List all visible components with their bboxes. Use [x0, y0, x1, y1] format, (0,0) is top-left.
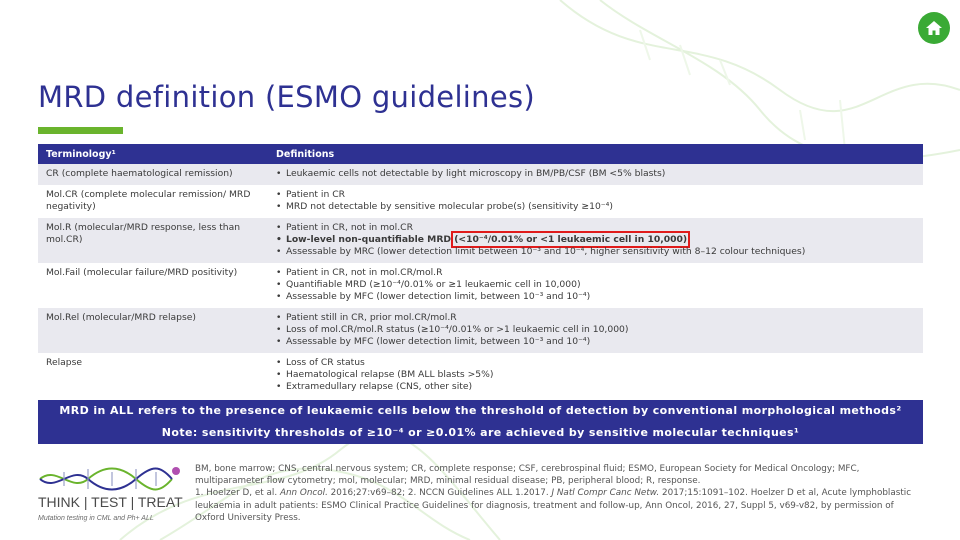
term-cell: CR (complete haematological remission)	[38, 164, 268, 185]
definition-cell	[268, 218, 923, 263]
journal-name: J Natl Compr Canc Netw.	[551, 488, 660, 499]
definition-cell	[268, 164, 923, 185]
definition-item: • Leukaemic cells not detectable by light microscopy in BM/PB/CSF (BM <5% blasts)	[276, 168, 915, 180]
definition-cell	[268, 185, 923, 218]
home-button[interactable]	[918, 12, 950, 44]
table-row	[38, 185, 923, 218]
header-terminology: Terminology¹	[38, 144, 268, 164]
slide-title: MRD definition (ESMO guidelines)	[38, 80, 536, 114]
ref-text: 1. Hoelzer D, et al.	[195, 488, 280, 499]
table-row	[38, 218, 923, 263]
key-message-banner	[38, 400, 923, 444]
footnote	[195, 463, 925, 524]
term-cell: Mol.Rel (molecular/MRD relapse)	[38, 308, 268, 353]
definition-item: • Patient still in CR, prior mol.CR/mol.R	[276, 312, 915, 324]
think-test-treat-logo	[36, 463, 196, 525]
term-cell: Mol.Fail (molecular failure/MRD positivity)	[38, 263, 268, 308]
journal-name: Ann Oncol.	[279, 488, 328, 499]
logo-wordmark: THINK | TEST | TREAT	[38, 494, 183, 510]
definition-cell	[268, 353, 923, 398]
definition-cell	[268, 263, 923, 308]
table-header-row	[38, 144, 923, 164]
definition-item: • MRD not detectable by sensitive molecular probe(s) (sensitivity ≥10⁻⁴)	[276, 201, 915, 213]
highlight-prefix: Low-level non-quantifiable MRD	[286, 234, 455, 245]
references	[195, 487, 925, 524]
highlight-box: (<10⁻⁴/0.01% or <1 leukaemic cell in 10,000)	[454, 234, 688, 245]
definition-item: • Assessable by MRC (lower detection limit between 10⁻³ and 10⁻⁴, higher sensitivity with 8–12 colour techniques)	[276, 246, 915, 258]
term-cell: Mol.R (molecular/MRD response, less than mol.CR)	[38, 218, 268, 263]
logo-tagline: Mutation testing in CML and Ph+ ALL	[38, 515, 154, 522]
table-row	[38, 164, 923, 185]
abbreviations: BM, bone marrow; CNS, central nervous system; CR, complete response; CSF, cerebrospinal fluid; ESMO, European Society for Medical Oncology; MFC, multiparameter flow cytometry; mol, molecular; MRD, minimal residual disease; PB, peripheral blood; R, response.	[195, 464, 860, 487]
ref-text: 2016;27:v69–82; 2. NCCN Guidelines ALL 1.2017.	[327, 488, 552, 499]
banner-line-1: MRD in ALL refers to the presence of leukaemic cells below the threshold of detection by conventional morphological methods²	[59, 404, 902, 417]
title-underline	[38, 127, 123, 134]
table-row	[38, 308, 923, 353]
definition-item-highlighted	[276, 234, 915, 246]
table-row	[38, 353, 923, 398]
mrd-definitions-table	[38, 144, 923, 398]
definition-item: • Patient in CR	[276, 189, 915, 201]
definition-item: • Loss of CR status	[276, 357, 915, 369]
definition-item: • Assessable by MFC (lower detection limit, between 10⁻³ and 10⁻⁴)	[276, 291, 915, 303]
definition-cell	[268, 308, 923, 353]
definition-item: • Patient in CR, not in mol.CR/mol.R	[276, 267, 915, 279]
header-definitions: Definitions	[268, 144, 923, 164]
term-cell: Mol.CR (complete molecular remission/ MRD negativity)	[38, 185, 268, 218]
definition-item: • Patient in CR, not in mol.CR	[276, 222, 915, 234]
definition-item: • Extramedullary relapse (CNS, other site)	[276, 381, 915, 393]
term-cell: Relapse	[38, 353, 268, 398]
home-icon	[924, 18, 944, 38]
definition-item: • Assessable by MFC (lower detection limit, between 10⁻³ and 10⁻⁴)	[276, 336, 915, 348]
definition-item: • Haematological relapse (BM ALL blasts >5%)	[276, 369, 915, 381]
banner-line-2: Note: sensitivity thresholds of ≥10⁻⁴ or ≥0.01% are achieved by sensitive molecular techniques¹	[161, 426, 800, 439]
table-row	[38, 263, 923, 308]
definition-item: • Loss of mol.CR/mol.R status (≥10⁻⁴/0.01% or >1 leukaemic cell in 10,000)	[276, 324, 915, 336]
ref-text: 2017;15:1091–102. Hoelzer D et al, Acute lymphoblastic leukaemia in adult patients: ESMO Clinical Practice Guidelines for diagnosis, treatment and follow-up, Ann Oncol, 2016, 27, Suppl 5, v69-v82, by permission of Oxford University Press.	[195, 488, 912, 523]
definition-item: • Quantifiable MRD (≥10⁻⁴/0.01% or ≥1 leukaemic cell in 10,000)	[276, 279, 915, 291]
